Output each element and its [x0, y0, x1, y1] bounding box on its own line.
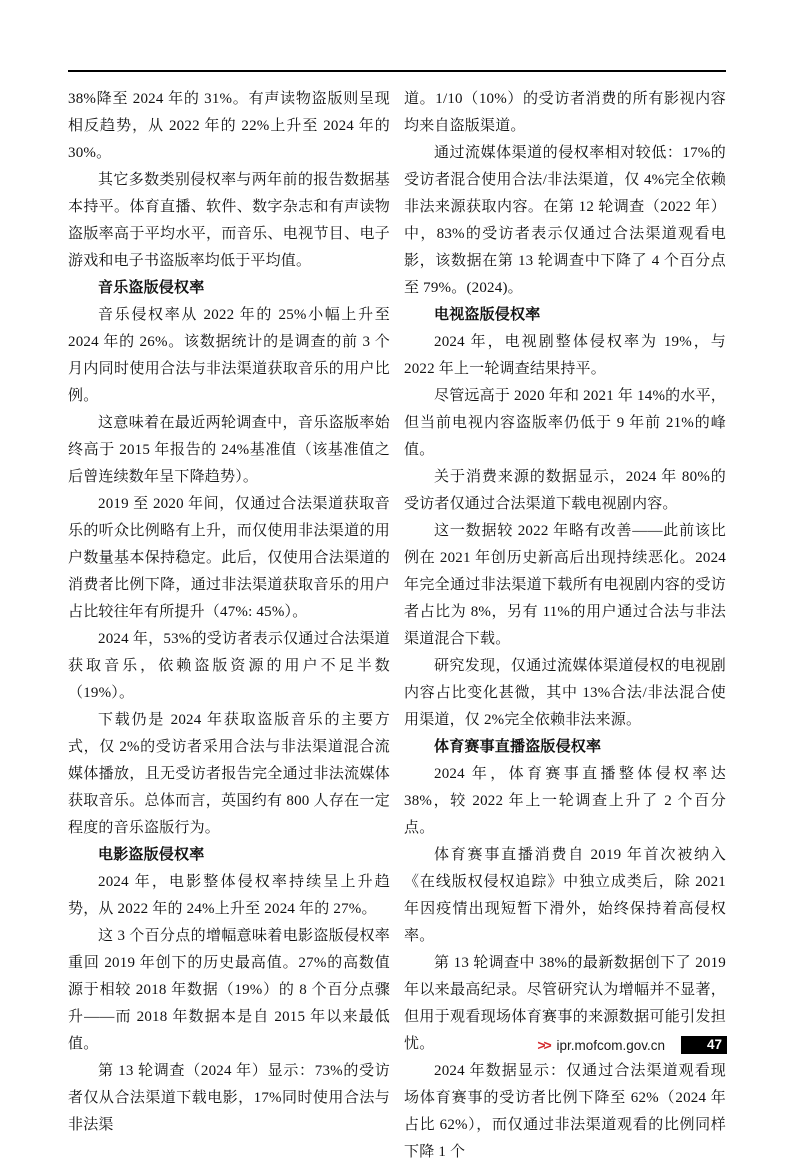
paragraph: 道。1/10（10%）的受访者消费的所有影视内容均来自盗版渠道。 [404, 91, 726, 134]
page-number-badge: 47 [681, 1036, 727, 1054]
paragraph: 2024 年数据显示：仅通过合法渠道观看现场体育赛事的受访者比例下降至 62%（2024 年占比 62%），而仅通过非法渠道观看的比例同样下降 1 个 [404, 1063, 726, 1160]
paragraph: 通过流媒体渠道的侵权率相对较低：17%的受访者混合使用合法/非法渠道，仅 4%完全依赖非法来源获取内容。在第 12 轮调查（2022 年）中，83%的受访者表示仅通过合法渠道观看电影，该数据在第 13 轮调查中下降了 4 个百分点至 79%。(2024)。 [404, 145, 726, 296]
paragraph: 38%降至 2024 年的 31%。有声读物盗版则呈现相反趋势，从 2022 年的 22%上升至 2024 年的 30%。 [68, 91, 390, 161]
section-heading: 音乐盗版侵权率 [98, 280, 205, 296]
paragraph: 第 13 轮调查中 38%的最新数据创下了 2019 年以来最高纪录。尽管研究认为增幅并不显著，但用于观看现场体育赛事的来源数据可能引发担忧。 [404, 955, 726, 1052]
page-footer [537, 1036, 727, 1054]
paragraph: 其它多数类别侵权率与两年前的报告数据基本持平。体育直播、软件、数字杂志和有声读物盗版率高于平均水平，而音乐、电视节目、电子游戏和电子书盗版率均低于平均值。 [68, 172, 390, 269]
paragraph: 2019 至 2020 年间，仅通过合法渠道获取音乐的听众比例略有上升，而仅使用非法渠道的用户数量基本保持稳定。此后，仅使用合法渠道的消费者比例下降，通过非法渠道获取音乐的用户占比较往年有所提升（47%: 45%）。 [68, 496, 390, 620]
paragraph: 体育赛事直播消费自 2019 年首次被纳入《在线版权侵权追踪》中独立成类后，除 2021 年因疫情出现短暂下滑外，始终保持着高侵权率。 [404, 847, 726, 944]
paragraph: 这 3 个百分点的增幅意味着电影盗版侵权率重回 2019 年创下的历史最高值。27%的高数值源于相较 2018 年数据（19%）的 8 个百分点骤升——而 2018 年数据本是自 2015 年以来最低值。 [68, 928, 390, 1052]
paragraph: 下载仍是 2024 年获取盗版音乐的主要方式，仅 2%的受访者采用合法与非法渠道混合流媒体播放，且无受访者报告完全通过非法流媒体获取音乐。总体而言，英国约有 800 人存在一定程度的音乐盗版行为。 [68, 712, 390, 836]
section-heading: 体育赛事直播盗版侵权率 [434, 739, 602, 755]
left-column [68, 86, 390, 1166]
paragraph: 关于消费来源的数据显示，2024 年 80%的受访者仅通过合法渠道下载电视剧内容。 [404, 469, 726, 512]
paragraph: 这一数据较 2022 年略有改善——此前该比例在 2021 年创历史新高后出现持续恶化。2024 年完全通过非法渠道下载所有电视剧内容的受访者占比为 8%，另有 11%的用户通过合法与非法渠道混合下载。 [404, 523, 726, 647]
paragraph: 2024 年，体育赛事直播整体侵权率达 38%，较 2022 年上一轮调查上升了 2 个百分点。 [404, 766, 726, 836]
two-column-text [68, 86, 726, 1166]
site-url: ipr.mofcom.gov.cn [556, 1037, 665, 1053]
paragraph: 第 13 轮调查（2024 年）显示：73%的受访者仅从合法渠道下载电影，17%同时使用合法与非法渠 [68, 1063, 390, 1133]
paragraph: 尽管远高于 2020 年和 2021 年 14%的水平，但当前电视内容盗版率仍低于 9 年前 21%的峰值。 [404, 388, 726, 458]
paragraph: 2024 年，电影整体侵权率持续呈上升趋势，从 2022 年的 24%上升至 2024 年的 27%。 [68, 874, 390, 917]
header-rule [68, 70, 726, 72]
double-chevron-icon: >> [537, 1037, 550, 1053]
paragraph: 音乐侵权率从 2022 年的 25%小幅上升至 2024 年的 26%。该数据统计的是调查的前 3 个月内同时使用合法与非法渠道获取音乐的用户比例。 [68, 307, 390, 404]
section-heading: 电视盗版侵权率 [434, 307, 541, 323]
paragraph: 2024 年，53%的受访者表示仅通过合法渠道获取音乐，依赖盗版资源的用户不足半数（19%）。 [68, 631, 390, 701]
section-heading: 电影盗版侵权率 [98, 847, 205, 863]
paragraph: 这意味着在最近两轮调查中，音乐盗版率始终高于 2015 年报告的 24%基准值（该基准值之后曾连续数年呈下降趋势）。 [68, 415, 390, 485]
paragraph: 研究发现，仅通过流媒体渠道侵权的电视剧内容占比变化甚微，其中 13%合法/非法混合使用渠道，仅 2%完全依赖非法来源。 [404, 658, 726, 728]
right-column [404, 86, 726, 1166]
paragraph: 2024 年，电视剧整体侵权率为 19%，与 2022 年上一轮调查结果持平。 [404, 334, 726, 377]
